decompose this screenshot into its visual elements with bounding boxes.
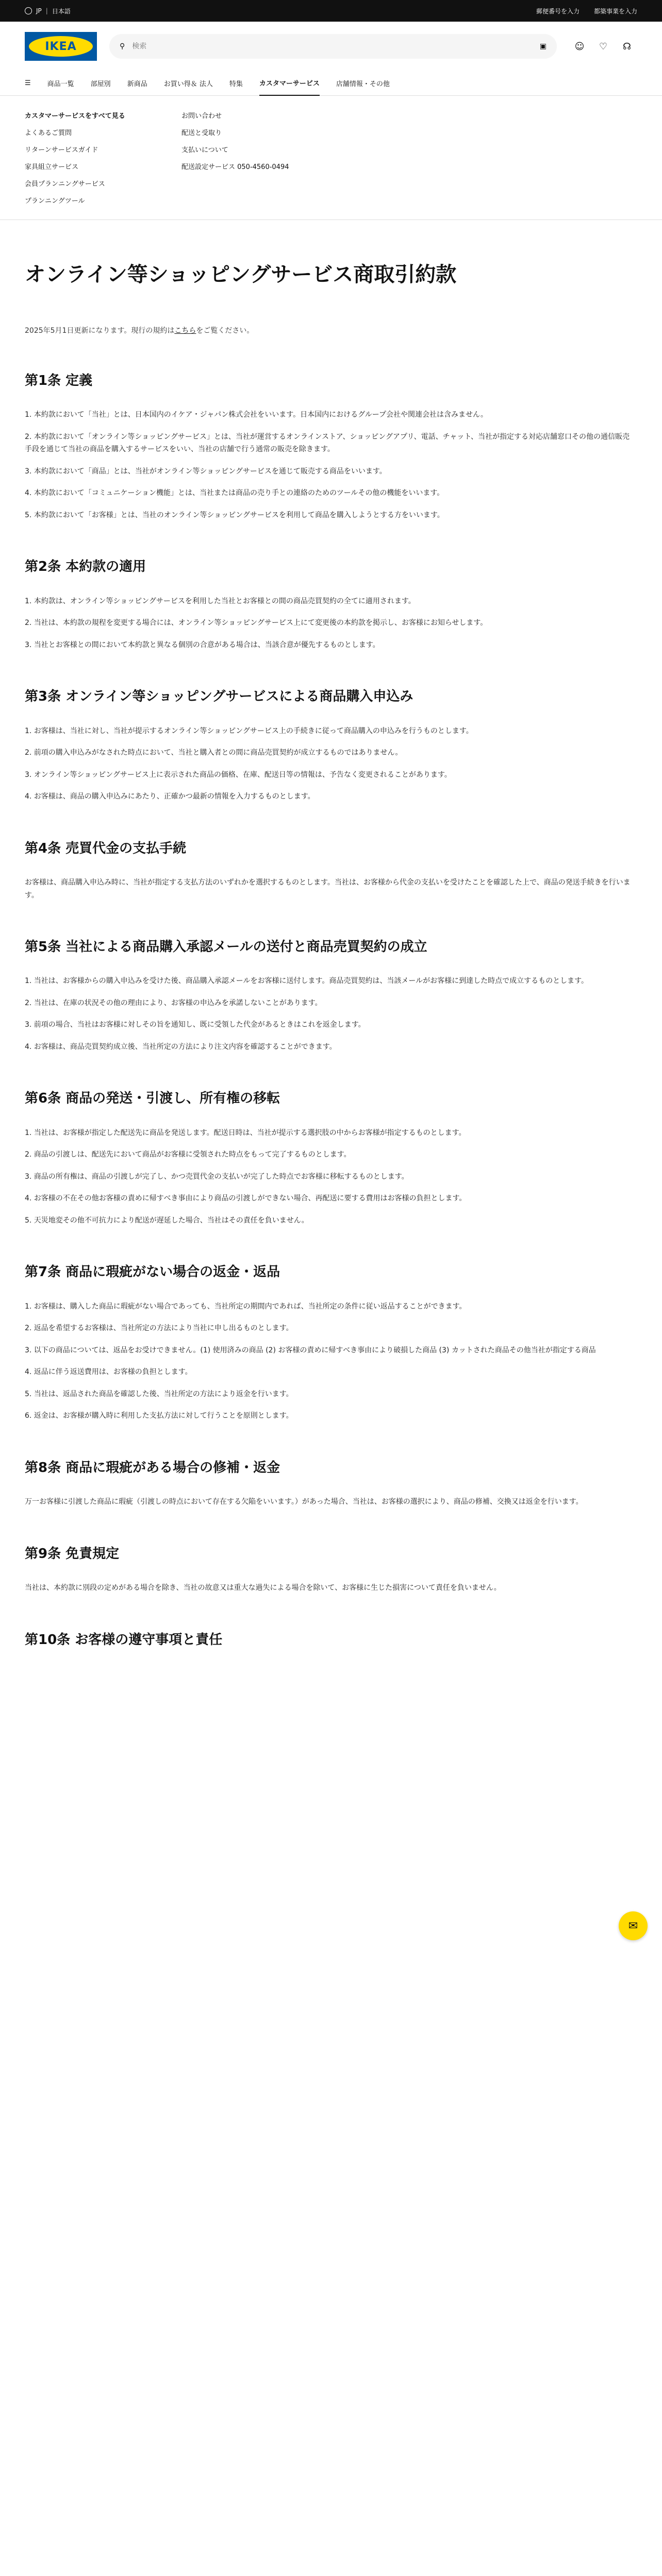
nav-rooms[interactable]: 部屋別 [90,80,111,88]
section-paragraph: 1. 当社は、お客様が指定した配送先に商品を発送します。配送日時は、当社が提示する選択肢の中からお客様が指定するものとします。 [25,1128,466,1137]
current-terms-link[interactable]: こちら [174,327,196,335]
nav-customer-service[interactable]: カスタマーサービス [259,71,320,96]
subnav-faq[interactable]: よくあるご質問 [25,129,72,137]
nav-deals[interactable]: お買い得＆ 法人 [163,80,213,88]
section-paragraph: 3. オンライン等ショッピングサービス上に表示された商品の価格、在庫、配送日等の情報は、予告なく変更されることがあります。 [25,770,452,779]
subnav-delivery[interactable]: 配送と受取り [181,129,222,137]
nav-features[interactable]: 特集 [229,80,243,88]
main-nav [0,71,662,96]
store-link[interactable]: 都築事業を入力 [593,7,637,15]
nav-store-info[interactable]: 店舗情報・その他 [336,80,390,88]
terms-content [0,220,662,1649]
section-paragraph: 4. 返品に伴う返送費用は、お客様の負担とします。 [25,1368,192,1377]
section-paragraph: 4. お客様は、商品売買契約成立後、当社所定の方法により注文内容を確認することができます。 [25,1042,337,1051]
section-paragraph: 4. お客様の不在その他お客様の責めに帰すべき事由により商品の引渡しができない場合、再配送に要する費用はお客様の負担とします。 [25,1194,467,1203]
section-paragraph: 5. 当社は、返品された商品を確認した後、当社所定の方法により返金を行います。 [25,1389,293,1398]
subnav-returns[interactable]: リターンサービスガイド [25,146,98,154]
separator: | [45,7,48,14]
user-icon[interactable]: ☺ [574,41,585,52]
section-paragraph: 1. お客様は、当社に対し、当社が提示するオンライン等ショッピングサービス上の手続きに従って商品購入の申込みを行うものとします。 [25,726,473,735]
search-input[interactable] [132,42,533,50]
subnav-planning-service[interactable]: 会員プランニングサービス [25,180,105,188]
terms-section [25,1263,637,1422]
section-paragraph: 2. 当社は、在庫の状況その他の理由により、お客様の申込みを承諾しないことがあります。 [25,998,322,1007]
section-paragraph: 2. 本約款において「オンライン等ショッピングサービス」とは、当社が運営するオンラインストア、ショッピングアプリ、電話、チャット、当社が指定する対応店舗窓口その他の通信販売手段を通じて当社の商品を購入するサービスをいい、当社の店舗で行う通常の販売を除きます。 [25,432,630,454]
section-paragraph: 3. 当社とお客様との間において本約款と異なる個別の合意がある場合は、当該合意が優先するものとします。 [25,640,380,649]
site-header [0,22,662,71]
section-paragraph: 3. 以下の商品については、返品をお受けできません。(1) 使用済みの商品 (2) お客様の責めに帰すべき事由により破損した商品 (3) カットされた商品その他当社が指定する商品 [25,1346,596,1354]
customer-service-subnav [0,96,662,220]
terms-section [25,938,637,1053]
ikea-logo[interactable] [25,32,97,61]
section-paragraph: 2. 当社は、本約款の規程を変更する場合には、オンライン等ショッピングサービス上にて変更後の本約款を掲示し、お客様にお知らせします。 [25,619,488,628]
section-paragraph: 2. 商品の引渡しは、配送先において商品がお客様に受領された時点をもって完了するものとします。 [25,1150,351,1159]
chat-icon[interactable]: ✉ [619,1911,648,1940]
section-paragraph: 5. 天災地変その他不可抗力により配送が遅延した場合、当社はその責任を負いません。 [25,1216,309,1225]
updated-note: 2025年5月1日更新になります。現行の規約はこちらをご覧ください。 [25,327,254,335]
nav-products[interactable]: 商品一覧 [47,80,74,88]
terms-section [25,557,637,651]
country-code[interactable]: JP [36,7,42,14]
section-heading: 第4条 売買代金の支払手続 [25,840,187,856]
terms-section [25,1459,637,1509]
logo-text: IKEA [29,36,93,57]
section-paragraph: 4. 本約款において「コミュニケーション機能」とは、当社または商品の売り手との連絡のためのツールその他の機能をいいます。 [25,489,444,498]
section-paragraph: 当社は、本約款に別段の定めがある場合を除き、当社の故意又は重大な過失による場合を除いて、お客様に生じた損害について責任を負いません。 [25,1584,501,1592]
section-paragraph: 2. 前項の購入申込みがなされた時点において、当社と購入者との間に商品売買契約が成立するものではありません。 [25,749,403,757]
cart-icon[interactable]: ☊ [623,41,631,52]
terms-section [25,371,637,521]
section-heading: 第5条 当社による商品購入承認メールの送付と商品売買契約の成立 [25,939,427,955]
section-paragraph: 3. 商品の所有権は、商品の引渡しが完了し、かつ売買代金の支払いが完了した時点でお客様に移転するものとします。 [25,1172,409,1181]
search-icon: ⚲ [120,42,125,50]
section-heading: 第7条 商品に瑕疵がない場合の返金・返品 [25,1264,280,1280]
heart-icon[interactable]: ♡ [599,41,608,52]
subnav-planning-tools[interactable]: プランニングツール [25,197,85,205]
terms-section [25,687,637,803]
section-paragraph: 1. お客様は、購入した商品に瑕疵がない場合であっても、当社所定の期間内であれば、当社所定の条件に従い返品することができます。 [25,1302,467,1311]
section-heading: 第8条 商品に瑕疵がある場合の修補・返金 [25,1460,280,1476]
subnav-install[interactable]: 配送設定サービス 050-4560-0494 [181,163,289,171]
search-bar[interactable] [109,34,557,59]
section-heading: 第10条 お客様の遵守事項と責任 [25,1632,223,1648]
camera-icon[interactable]: ▣ [539,42,547,50]
terms-section [25,839,637,902]
menu-icon[interactable]: ☰ [25,79,31,87]
section-paragraph: お客様は、商品購入申込み時に、当社が指定する支払方法のいずれかを選択するものとします。当社は、お客様から代金の支払いを受けたことを確認した上で、商品の発送手続きを行います。 [25,878,631,900]
subnav-all[interactable]: カスタマーサービスをすべて見る [25,112,125,120]
postal-code-link[interactable]: 郵便番号を入力 [536,7,580,15]
section-heading: 第9条 免責規定 [25,1546,120,1562]
subnav-assembly[interactable]: 家具組立サービス [25,163,79,171]
nav-new[interactable]: 新商品 [127,80,147,88]
subnav-payment[interactable]: 支払いについて [181,146,228,154]
section-paragraph: 3. 前項の場合、当社はお客様に対しその旨を通知し、既に受領した代金があるときはこれを返金します。 [25,1021,366,1029]
subnav-contact[interactable]: お問い合わせ [181,112,222,120]
section-paragraph: 1. 本約款は、オンライン等ショッピングサービスを利用した当社とお客様との間の商品売買契約の全てに適用されます。 [25,597,416,605]
section-heading: 第1条 定義 [25,373,93,388]
terms-section [25,1089,637,1227]
section-heading: 第6条 商品の発送・引渡し、所有権の移転 [25,1091,280,1107]
language-label[interactable]: 日本語 [52,7,71,15]
top-bar [0,0,662,22]
terms-section [25,1631,637,1649]
section-paragraph: 4. お客様は、商品の購入申込みにあたり、正確かつ最新の情報を入力するものとします。 [25,792,315,801]
section-heading: 第3条 オンライン等ショッピングサービスによる商品購入申込み [25,689,413,705]
section-paragraph: 1. 当社は、お客様からの購入申込みを受けた後、商品購入承認メールをお客様に送付します。商品売買契約は、当該メールがお客様に到達した時点で成立するものとします。 [25,977,589,986]
terms-section [25,1545,637,1595]
section-paragraph: 万一お客様に引渡した商品に瑕疵（引渡しの時点において存在する欠陥をいいます。）があった場合、当社は、お客様の選択により、商品の修補、交換又は返金を行います。 [25,1498,583,1506]
section-heading: 第2条 本約款の適用 [25,559,146,575]
section-paragraph: 5. 本約款において「お客様」とは、当社のオンライン等ショッピングサービスを利用して商品を購入しようとする方をいいます。 [25,511,444,519]
section-paragraph: 6. 返金は、お客様が購入時に利用した支払方法に対して行うことを原則とします。 [25,1412,293,1420]
section-paragraph: 3. 本約款において「商品」とは、当社がオンライン等ショッピングサービスを通じて販売する商品をいいます。 [25,467,387,476]
globe-icon[interactable] [25,7,32,14]
section-paragraph: 2. 返品を希望するお客様は、当社所定の方法により当社に申し出るものとします。 [25,1324,293,1333]
sections-container [25,371,637,1649]
section-paragraph: 1. 本約款において「当社」とは、日本国内のイケア・ジャパン株式会社をいいます。日本国内におけるグループ会社や関連会社は含みません。 [25,411,488,419]
page-title: オンライン等ショッピングサービス商取引約款 [25,263,457,286]
